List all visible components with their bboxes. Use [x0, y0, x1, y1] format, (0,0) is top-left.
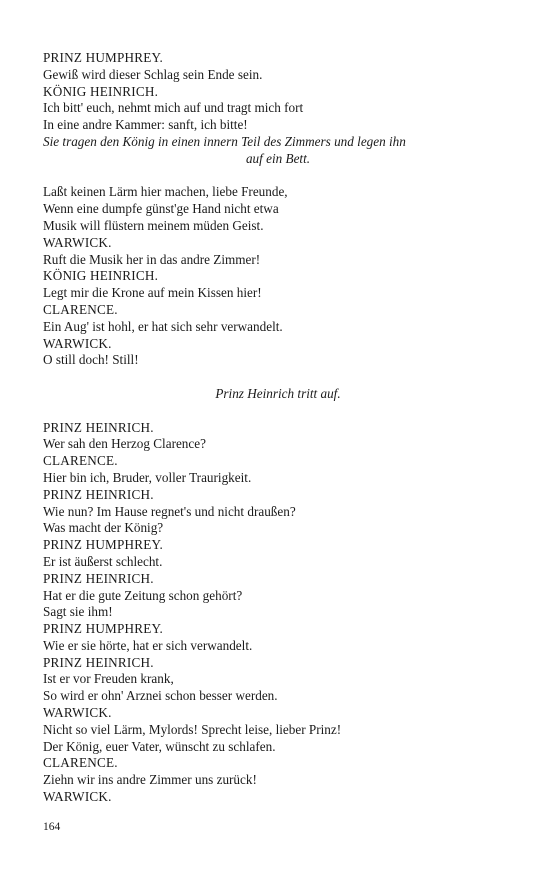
speaker-name: PRINZ HUMPHREY.	[43, 50, 163, 65]
verse-line: Legt mir die Krone auf mein Kissen hier!	[43, 285, 262, 301]
verse-line: O still doch! Still!	[43, 352, 139, 368]
speaker-name: PRINZ HEINRICH.	[43, 570, 154, 586]
speaker-name: PRINZ HEINRICH.	[43, 419, 154, 435]
speaker-name: PRINZ HEINRICH.	[43, 486, 154, 502]
page-number: 164	[43, 821, 61, 833]
blank-line	[43, 168, 513, 185]
speaker-name: WARWICK.	[43, 234, 112, 250]
verse-line: Der König, euer Vater, wünscht zu schlafen.	[43, 738, 276, 754]
stage-direction: Sie tragen den König in einen innern Teil des Zimmers und legen ihn	[43, 133, 406, 149]
speaker-name: WARWICK.	[43, 335, 112, 351]
verse-line: Hat er die gute Zeitung schon gehört?	[43, 587, 243, 603]
verse-line: So wird er ohn' Arznei schon besser werden.	[43, 688, 278, 704]
speaker-name: CLARENCE.	[43, 453, 118, 469]
verse-line: Musik will flüstern meinem müden Geist.	[43, 217, 264, 233]
speaker-name: CLARENCE.	[43, 755, 118, 771]
speaker-name: KÖNIG HEINRICH.	[43, 268, 159, 284]
stage-direction-centered: Prinz Heinrich tritt auf.	[215, 385, 341, 401]
verse-line: Wer sah den Herzog Clarence?	[43, 436, 206, 452]
verse-line: Sagt sie ihm!	[43, 604, 113, 620]
verse-line: Er ist äußerst schlecht.	[43, 553, 163, 569]
play-text-body	[43, 50, 513, 806]
speaker-name: PRINZ HEINRICH.	[43, 654, 154, 670]
verse-line: Wie er sie hörte, hat er sich verwandelt.	[43, 637, 253, 653]
verse-line: Ich bitt' euch, nehmt mich auf und tragt mich fort	[43, 100, 304, 116]
verse-line: Ziehn wir ins andre Zimmer uns zurück!	[43, 772, 257, 788]
verse-line: Ruft die Musik her in das andre Zimmer!	[43, 251, 261, 267]
verse-line: Nicht so viel Lärm, Mylords! Sprecht leise, lieber Prinz!	[43, 721, 342, 737]
verse-line: Wenn eine dumpfe günst'ge Hand nicht etwa	[43, 201, 279, 217]
speaker-name: PRINZ HUMPHREY.	[43, 621, 163, 637]
speaker-name: WARWICK.	[43, 705, 112, 721]
verse-line: Ist er vor Freuden krank,	[43, 671, 174, 687]
speaker-name: KÖNIG HEINRICH.	[43, 83, 159, 99]
verse-line: Wie nun? Im Hause regnet's und nicht draußen?	[43, 503, 296, 519]
verse-line: Was macht der König?	[43, 520, 164, 536]
speaker-name: PRINZ HUMPHREY.	[43, 537, 163, 553]
verse-line: In eine andre Kammer: sanft, ich bitte!	[43, 117, 248, 133]
verse-line: Ein Aug' ist hohl, er hat sich sehr verwandelt.	[43, 318, 283, 334]
speaker-name: WARWICK.	[43, 789, 112, 805]
blank-line	[43, 369, 513, 386]
speaker-name: CLARENCE.	[43, 301, 118, 317]
blank-line	[43, 403, 513, 420]
stage-direction-centered: auf ein Bett.	[245, 150, 311, 166]
verse-line: Hier bin ich, Bruder, voller Traurigkeit.	[43, 469, 252, 485]
verse-line: Gewiß wird dieser Schlag sein Ende sein.	[43, 66, 263, 82]
verse-line: Laßt keinen Lärm hier machen, liebe Freunde,	[43, 184, 288, 200]
